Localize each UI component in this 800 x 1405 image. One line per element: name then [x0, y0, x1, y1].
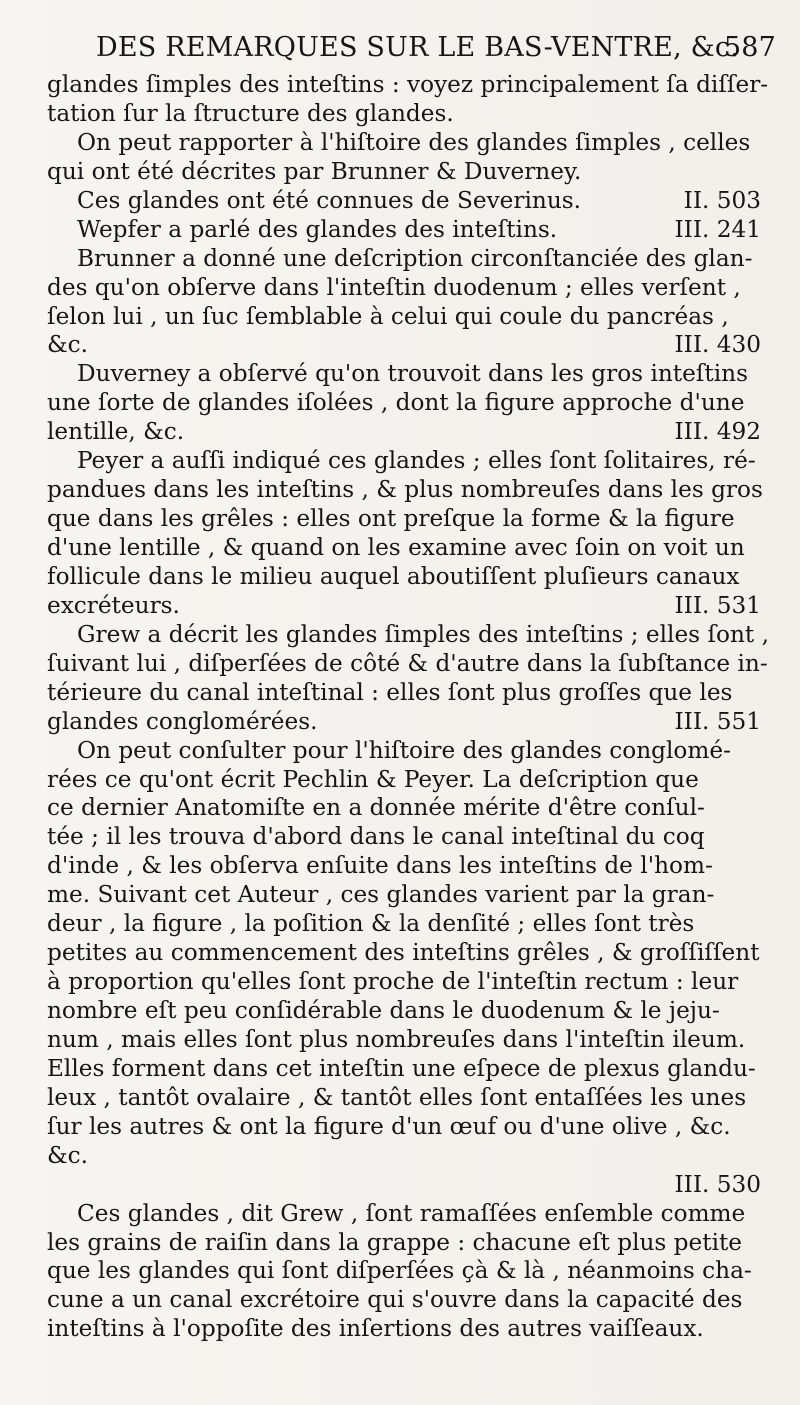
- text-line-content: Peyer a auſſi indiqué ces glandes ; elles ſont ſolitaires, ré-: [77, 447, 756, 475]
- reference-note: III. 241: [674, 215, 761, 243]
- text-line-content: lentille, &c.: [47, 418, 185, 446]
- text-line-content: On peut conſulter pour l'hiſtoire des glandes conglomé-: [77, 736, 731, 764]
- text-line-content: Duverney a obſervé qu'on trouvoit dans les gros inteſtins: [77, 360, 748, 388]
- text-line-content: à proportion qu'elles ſont proche de l'inteſtin rectum : leur: [47, 968, 739, 996]
- text-line: [47, 997, 761, 1026]
- text-line-content: tée ; il les trouva d'abord dans le canal inteſtinal du coq: [47, 823, 705, 851]
- text-line-content: Ces glandes , dit Grew , ſont ramaſſées enſemble comme: [77, 1199, 746, 1227]
- text-line-content: glandes ſimples des inteſtins : voyez principalement ſa diſſer-: [47, 71, 769, 98]
- text-line-content: ce dernier Anatomiſte en a donnée mérite d'être conſul-: [47, 794, 705, 822]
- text-line-content: deur , la figure , la poſition & la denſité ; elles ſont très: [47, 910, 695, 938]
- text-line: [47, 592, 761, 621]
- text-line: [47, 158, 761, 187]
- text-line-content: les grains de raiſin dans la grappe : chacune eſt plus petite: [47, 1228, 743, 1256]
- text-line-content: petites au commencement des inteſtins grêles , & groſſiſſent: [47, 939, 760, 967]
- text-line: [47, 389, 761, 418]
- text-line-content: Brunner a donné une deſcription circonſtanciée des glan-: [77, 244, 753, 272]
- text-line: [47, 679, 761, 708]
- text-line: [47, 910, 761, 939]
- text-line-content: Elles forment dans cet inteſtin une eſpece de plexus glandu-: [47, 1054, 756, 1082]
- text-line: [47, 1142, 761, 1171]
- text-line-content: nombre eſt peu conſidérable dans le duodenum & le jeju-: [47, 997, 720, 1024]
- text-line: [47, 71, 769, 100]
- text-line-content: ſuivant lui , diſperſées de côté & d'autre dans la ſubſtance in-: [47, 649, 768, 677]
- text-line: [47, 649, 768, 679]
- text-line: [47, 1171, 761, 1200]
- text-line-content: Wepfer a parlé des glandes des inteſtins.: [77, 215, 558, 243]
- text-line: [47, 852, 761, 881]
- text-line-content: térieure du canal inteſtinal : elles ſont plus groſſes que les: [47, 678, 733, 706]
- text-line: [47, 823, 761, 852]
- text-line: [47, 708, 761, 737]
- reference-note: III. 531: [674, 591, 761, 619]
- text-line: [47, 476, 761, 505]
- text-line: [47, 129, 761, 158]
- text-line: [47, 1026, 761, 1055]
- reference-note: III. 492: [674, 418, 761, 446]
- text-line: [47, 1315, 761, 1344]
- text-line-content: leux , tantôt ovalaire , & tantôt elles ſont entaſſées les unes: [47, 1083, 747, 1111]
- text-line-content: d'inde , & les obſerva enſuite dans les inteſtins de l'hom-: [47, 852, 713, 880]
- text-line: [47, 968, 761, 997]
- text-line: [47, 1286, 761, 1315]
- text-line: [47, 620, 769, 650]
- running-header: [96, 28, 786, 68]
- reference-note: III. 430: [674, 331, 761, 359]
- text-line: [47, 418, 761, 447]
- text-line: [47, 563, 761, 592]
- text-line-content: que dans les grêles : elles ont preſque la forme & la figure: [47, 505, 735, 533]
- reference-note: II. 503: [683, 186, 761, 214]
- text-line-content: Grew a décrit les glandes ſimples des inteſtins ; elles ſont ,: [77, 620, 769, 648]
- text-line: [47, 1113, 761, 1142]
- text-line-content: follicule dans le milieu auquel aboutiſſent pluſieurs canaux: [47, 562, 740, 590]
- text-line: [47, 447, 761, 476]
- text-line: [47, 1084, 761, 1113]
- text-line: [47, 1055, 761, 1084]
- text-line: [47, 534, 761, 563]
- text-line: [47, 216, 761, 245]
- text-line: [47, 331, 761, 360]
- text-line-content: cune a un canal excrétoire qui s'ouvre dans la capacité des: [47, 1286, 743, 1314]
- text-line-content: une ſorte de glandes iſolées , dont la figure approche d'une: [47, 389, 745, 417]
- text-line-content: des qu'on obſerve dans l'inteſtin duodenum ; elles verſent ,: [47, 273, 741, 301]
- text-line-content: qui ont été décrites par Brunner & Duverney.: [47, 157, 582, 185]
- text-line-content: glandes conglomérées.: [47, 707, 318, 735]
- text-line: [47, 939, 761, 968]
- text-line: [47, 360, 761, 389]
- text-line-content: d'une lentille , & quand on les examine avec ſoin on voit un: [47, 534, 745, 561]
- text-line: [47, 881, 761, 910]
- text-line: [47, 187, 761, 216]
- reference-note: III. 551: [674, 707, 761, 735]
- text-line-content: que les glandes qui ſont diſperſées çà & là , néanmoins cha-: [47, 1257, 752, 1285]
- text-line-content: me. Suivant cet Auteur , ces glandes varient par la gran-: [47, 881, 715, 909]
- text-line: [47, 794, 761, 823]
- text-line-content: Ces glandes ont été connues de Severinus.: [77, 186, 582, 214]
- text-line: [47, 505, 761, 534]
- text-line: [47, 1257, 761, 1286]
- text-line: [47, 274, 761, 303]
- text-line: [47, 1200, 761, 1229]
- body-text: [47, 71, 769, 1344]
- text-line: [47, 766, 761, 795]
- header-title: DES REMARQUES SUR LE BAS-VENTRE, &c.: [96, 32, 739, 63]
- text-line: [47, 100, 761, 129]
- text-line-content: On peut rapporter à l'hiſtoire des glandes ſimples , celles: [77, 128, 751, 156]
- reference-note: III. 530: [674, 1170, 761, 1198]
- text-line: [47, 245, 761, 274]
- page-number: 587: [723, 32, 776, 63]
- text-line-content: ſur les autres & ont la figure d'un œuf ou d'une olive , &c.: [47, 1112, 731, 1140]
- text-line: [47, 303, 761, 332]
- text-line-content: inteſtins à l'oppoſite des inſertions des autres vaiſſeaux.: [47, 1315, 704, 1343]
- text-line-content: rées ce qu'ont écrit Pechlin & Peyer. La deſcription que: [47, 765, 699, 793]
- text-line-content: tation ſur la ſtructure des glandes.: [47, 99, 454, 127]
- text-line: [47, 737, 761, 766]
- text-line-content: excréteurs.: [47, 591, 180, 619]
- text-line-content: &c.: [47, 331, 88, 359]
- text-line-content: &c.: [47, 1141, 88, 1169]
- text-line-content: ſelon lui , un ſuc ſemblable à celui qui coule du pancréas ,: [47, 302, 729, 330]
- text-line-content: num , mais elles ſont plus nombreuſes dans l'inteſtin ileum.: [47, 1025, 746, 1053]
- text-line: [47, 1229, 761, 1258]
- text-line-content: pandues dans les inteſtins , & plus nombreuſes dans les gros: [47, 476, 763, 504]
